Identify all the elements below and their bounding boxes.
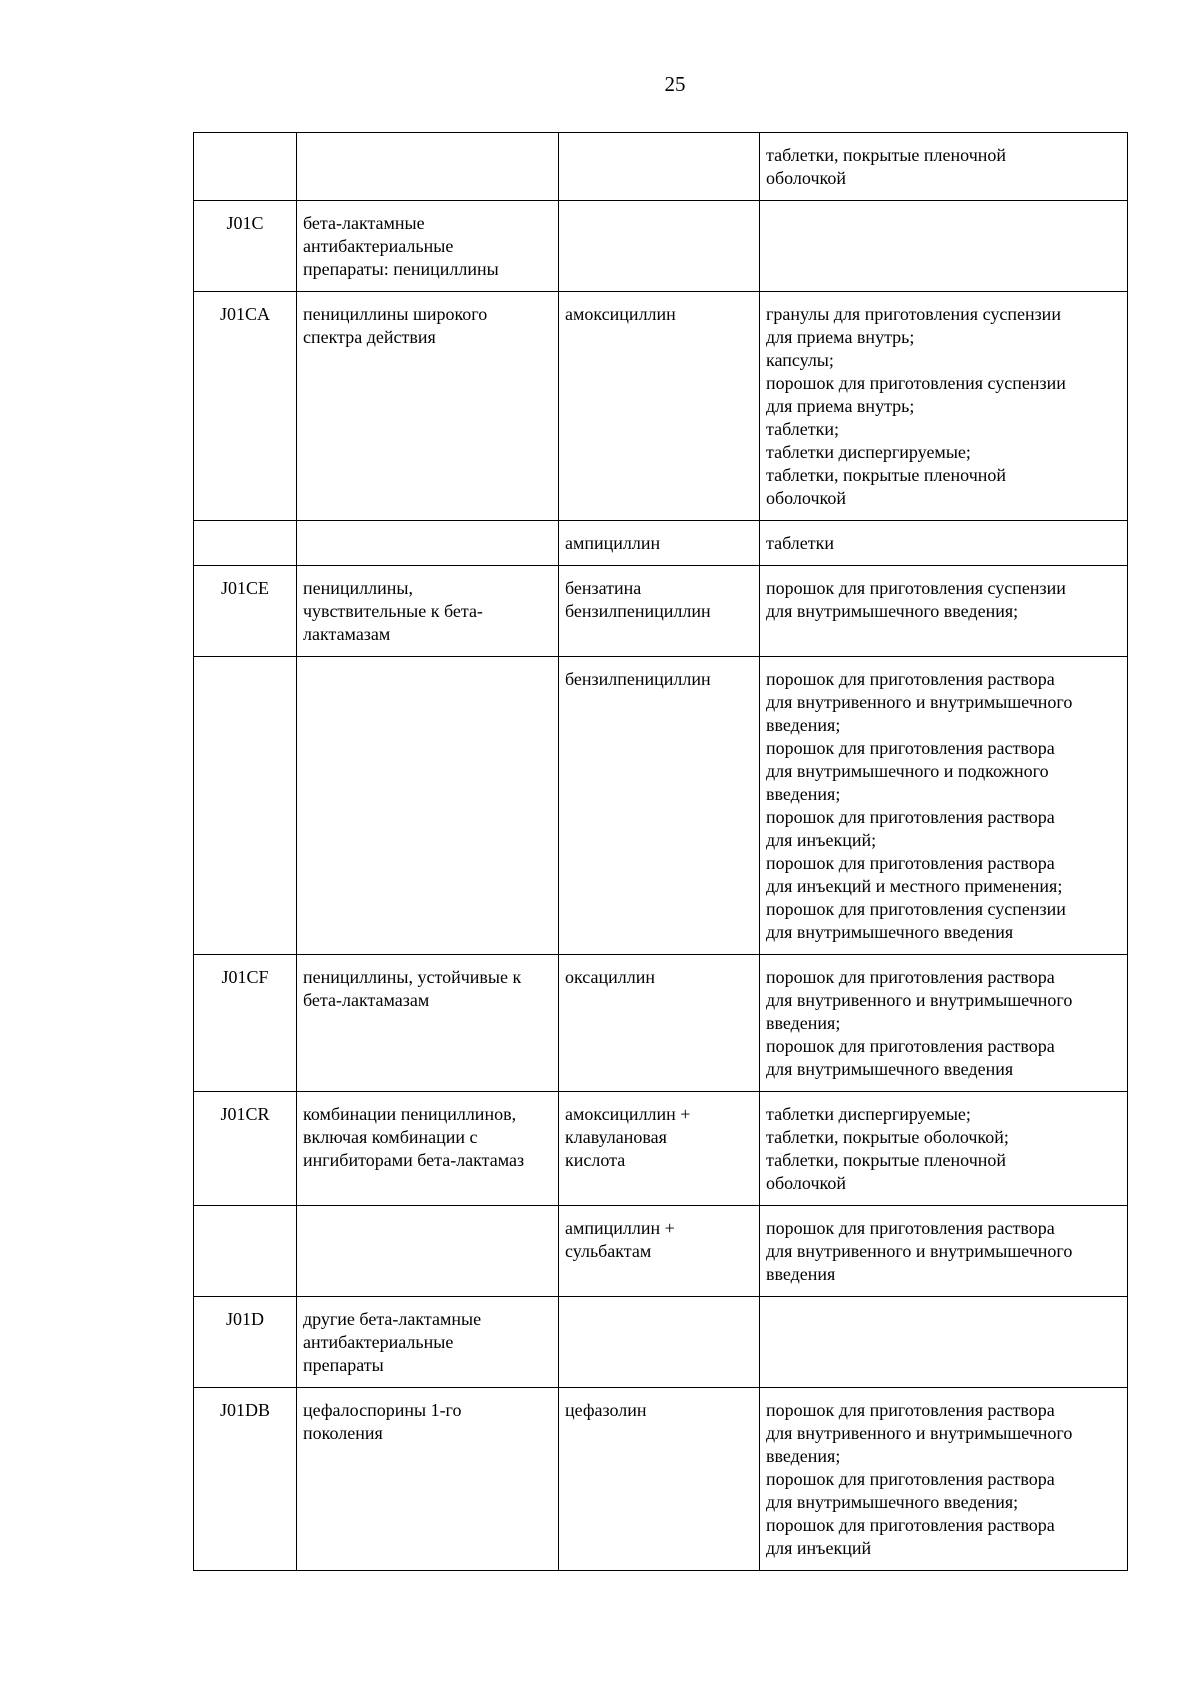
forms-line: таблетки, покрытые пленочной (766, 1150, 1007, 1170)
dosage-forms-cell (760, 1206, 1128, 1297)
dosage-forms-cell (760, 1092, 1128, 1206)
forms-line: для приема внутрь; (766, 327, 915, 347)
group-cell (297, 657, 559, 955)
drug-name-cell (559, 566, 760, 657)
forms-line: для внутривенного и внутримышечного (766, 692, 1073, 712)
drug-line: бензатина (565, 578, 642, 598)
table-row (194, 133, 1128, 201)
table-row (194, 292, 1128, 521)
forms-line: для инъекций и местного применения; (766, 876, 1063, 896)
group-cell (297, 1206, 559, 1297)
forms-line: введения (766, 1264, 836, 1284)
forms-line: для внутримышечного введения; (766, 1492, 1019, 1512)
page-number: 25 (664, 72, 686, 96)
atc-code-cell: J01CR (194, 1092, 297, 1206)
group-line: ингибиторами бета-лактамаз (303, 1150, 525, 1170)
forms-line: порошок для приготовления раствора (766, 738, 1055, 758)
forms-line: порошок для приготовления раствора (766, 1515, 1055, 1535)
forms-line: порошок для приготовления раствора (766, 1218, 1055, 1238)
drug-name-cell (559, 955, 760, 1092)
drug-line: клавулановая (565, 1127, 667, 1147)
dosage-forms-cell (760, 657, 1128, 955)
atc-code-cell: J01DB (194, 1388, 297, 1571)
forms-line: для внутримышечного введения (766, 1059, 1014, 1079)
table-row (194, 566, 1128, 657)
table-row (194, 955, 1128, 1092)
group-line: антибактериальные (303, 1332, 454, 1352)
forms-line: порошок для приготовления суспензии (766, 899, 1066, 919)
forms-line: порошок для приготовления раствора (766, 853, 1055, 873)
forms-line: порошок для приготовления раствора (766, 807, 1055, 827)
group-cell (297, 1388, 559, 1571)
forms-line: порошок для приготовления раствора (766, 1469, 1055, 1489)
group-line: пенициллины широкого (303, 304, 488, 324)
group-line: пенициллины, устойчивые к (303, 967, 522, 987)
drug-name-cell (559, 1206, 760, 1297)
dosage-forms-cell (760, 292, 1128, 521)
group-line: чувствительные к бета- (303, 601, 483, 621)
atc-code-cell (194, 1206, 297, 1297)
drug-name-cell (559, 1297, 760, 1388)
table-row (194, 1388, 1128, 1571)
table-row (194, 657, 1128, 955)
forms-line: порошок для приготовления раствора (766, 1036, 1055, 1056)
atc-code-cell (194, 133, 297, 201)
table-row (194, 201, 1128, 292)
group-cell (297, 521, 559, 566)
forms-line: для приема внутрь; (766, 396, 915, 416)
group-line: антибактериальные (303, 236, 454, 256)
group-cell (297, 1297, 559, 1388)
forms-line: для внутривенного и внутримышечного (766, 1423, 1073, 1443)
group-cell (297, 292, 559, 521)
forms-line: оболочкой (766, 488, 846, 508)
drug-table (193, 132, 1128, 1571)
group-cell (297, 566, 559, 657)
drug-line: сульбактам (565, 1241, 652, 1261)
forms-line: порошок для приготовления раствора (766, 1400, 1055, 1420)
table-body (194, 133, 1128, 1571)
dosage-forms-cell (760, 566, 1128, 657)
forms-line: введения; (766, 715, 841, 735)
atc-code-cell: J01D (194, 1297, 297, 1388)
drug-line: кислота (565, 1150, 626, 1170)
atc-code-cell: J01C (194, 201, 297, 292)
drug-line: оксациллин (565, 967, 655, 987)
drug-line: бензилпенициллин (565, 669, 711, 689)
group-line: поколения (303, 1423, 383, 1443)
forms-line: для внутривенного и внутримышечного (766, 1241, 1073, 1261)
drug-line: ампициллин (565, 533, 661, 553)
dosage-forms-cell (760, 1388, 1128, 1571)
forms-line: введения; (766, 784, 841, 804)
atc-code-cell: J01CF (194, 955, 297, 1092)
drug-name-cell (559, 657, 760, 955)
atc-code-cell: J01CE (194, 566, 297, 657)
drug-name-cell (559, 133, 760, 201)
group-line: другие бета-лактамные (303, 1309, 482, 1329)
group-cell (297, 955, 559, 1092)
forms-line: капсулы; (766, 350, 834, 370)
forms-line: таблетки; (766, 419, 840, 439)
group-line: бета-лактамазам (303, 990, 430, 1010)
group-line: пенициллины, (303, 578, 413, 598)
table-row (194, 521, 1128, 566)
group-line: препараты (303, 1355, 384, 1375)
group-line: препараты: пенициллины (303, 259, 499, 279)
forms-line: гранулы для приготовления суспензии (766, 304, 1061, 324)
drug-name-cell (559, 1092, 760, 1206)
forms-line: таблетки, покрытые оболочкой; (766, 1127, 1009, 1147)
group-line: лактамазам (303, 624, 391, 644)
group-cell (297, 201, 559, 292)
dosage-forms-cell (760, 1297, 1128, 1388)
drug-line: амоксициллин + (565, 1104, 691, 1124)
dosage-forms-cell (760, 201, 1128, 292)
atc-code-cell (194, 657, 297, 955)
forms-line: таблетки, покрытые пленочной (766, 465, 1007, 485)
dosage-forms-cell (760, 521, 1128, 566)
drug-name-cell (559, 201, 760, 292)
group-line: спектра действия (303, 327, 436, 347)
atc-code-cell: J01CA (194, 292, 297, 521)
forms-line: таблетки, покрытые пленочной (766, 145, 1007, 165)
group-cell (297, 133, 559, 201)
forms-line: порошок для приготовления раствора (766, 669, 1055, 689)
forms-line: для внутримышечного введения; (766, 601, 1019, 621)
forms-line: введения; (766, 1013, 841, 1033)
forms-line: для внутривенного и внутримышечного (766, 990, 1073, 1010)
group-line: бета-лактамные (303, 213, 425, 233)
drug-name-cell (559, 521, 760, 566)
group-cell (297, 1092, 559, 1206)
forms-line: для инъекций; (766, 830, 877, 850)
group-line: включая комбинации с (303, 1127, 478, 1147)
forms-line: для внутримышечного и подкожного (766, 761, 1049, 781)
table-row (194, 1297, 1128, 1388)
table-row (194, 1206, 1128, 1297)
group-line: цефалоспорины 1-го (303, 1400, 462, 1420)
drug-line: ампициллин + (565, 1218, 675, 1238)
dosage-forms-cell (760, 955, 1128, 1092)
dosage-forms-cell (760, 133, 1128, 201)
atc-code-cell (194, 521, 297, 566)
drug-name-cell (559, 292, 760, 521)
drug-line: бензилпенициллин (565, 601, 711, 621)
drug-line: цефазолин (565, 1400, 647, 1420)
forms-line: таблетки (766, 533, 835, 553)
forms-line: оболочкой (766, 1173, 846, 1193)
forms-line: таблетки диспергируемые; (766, 1104, 971, 1124)
forms-line: для инъекций (766, 1538, 872, 1558)
forms-line: таблетки диспергируемые; (766, 442, 971, 462)
drug-line: амоксициллин (565, 304, 676, 324)
forms-line: порошок для приготовления суспензии (766, 578, 1066, 598)
forms-line: порошок для приготовления раствора (766, 967, 1055, 987)
group-line: комбинации пенициллинов, (303, 1104, 517, 1124)
forms-line: оболочкой (766, 168, 846, 188)
forms-line: для внутримышечного введения (766, 922, 1014, 942)
forms-line: порошок для приготовления суспензии (766, 373, 1066, 393)
forms-line: введения; (766, 1446, 841, 1466)
table-row (194, 1092, 1128, 1206)
drug-name-cell (559, 1388, 760, 1571)
